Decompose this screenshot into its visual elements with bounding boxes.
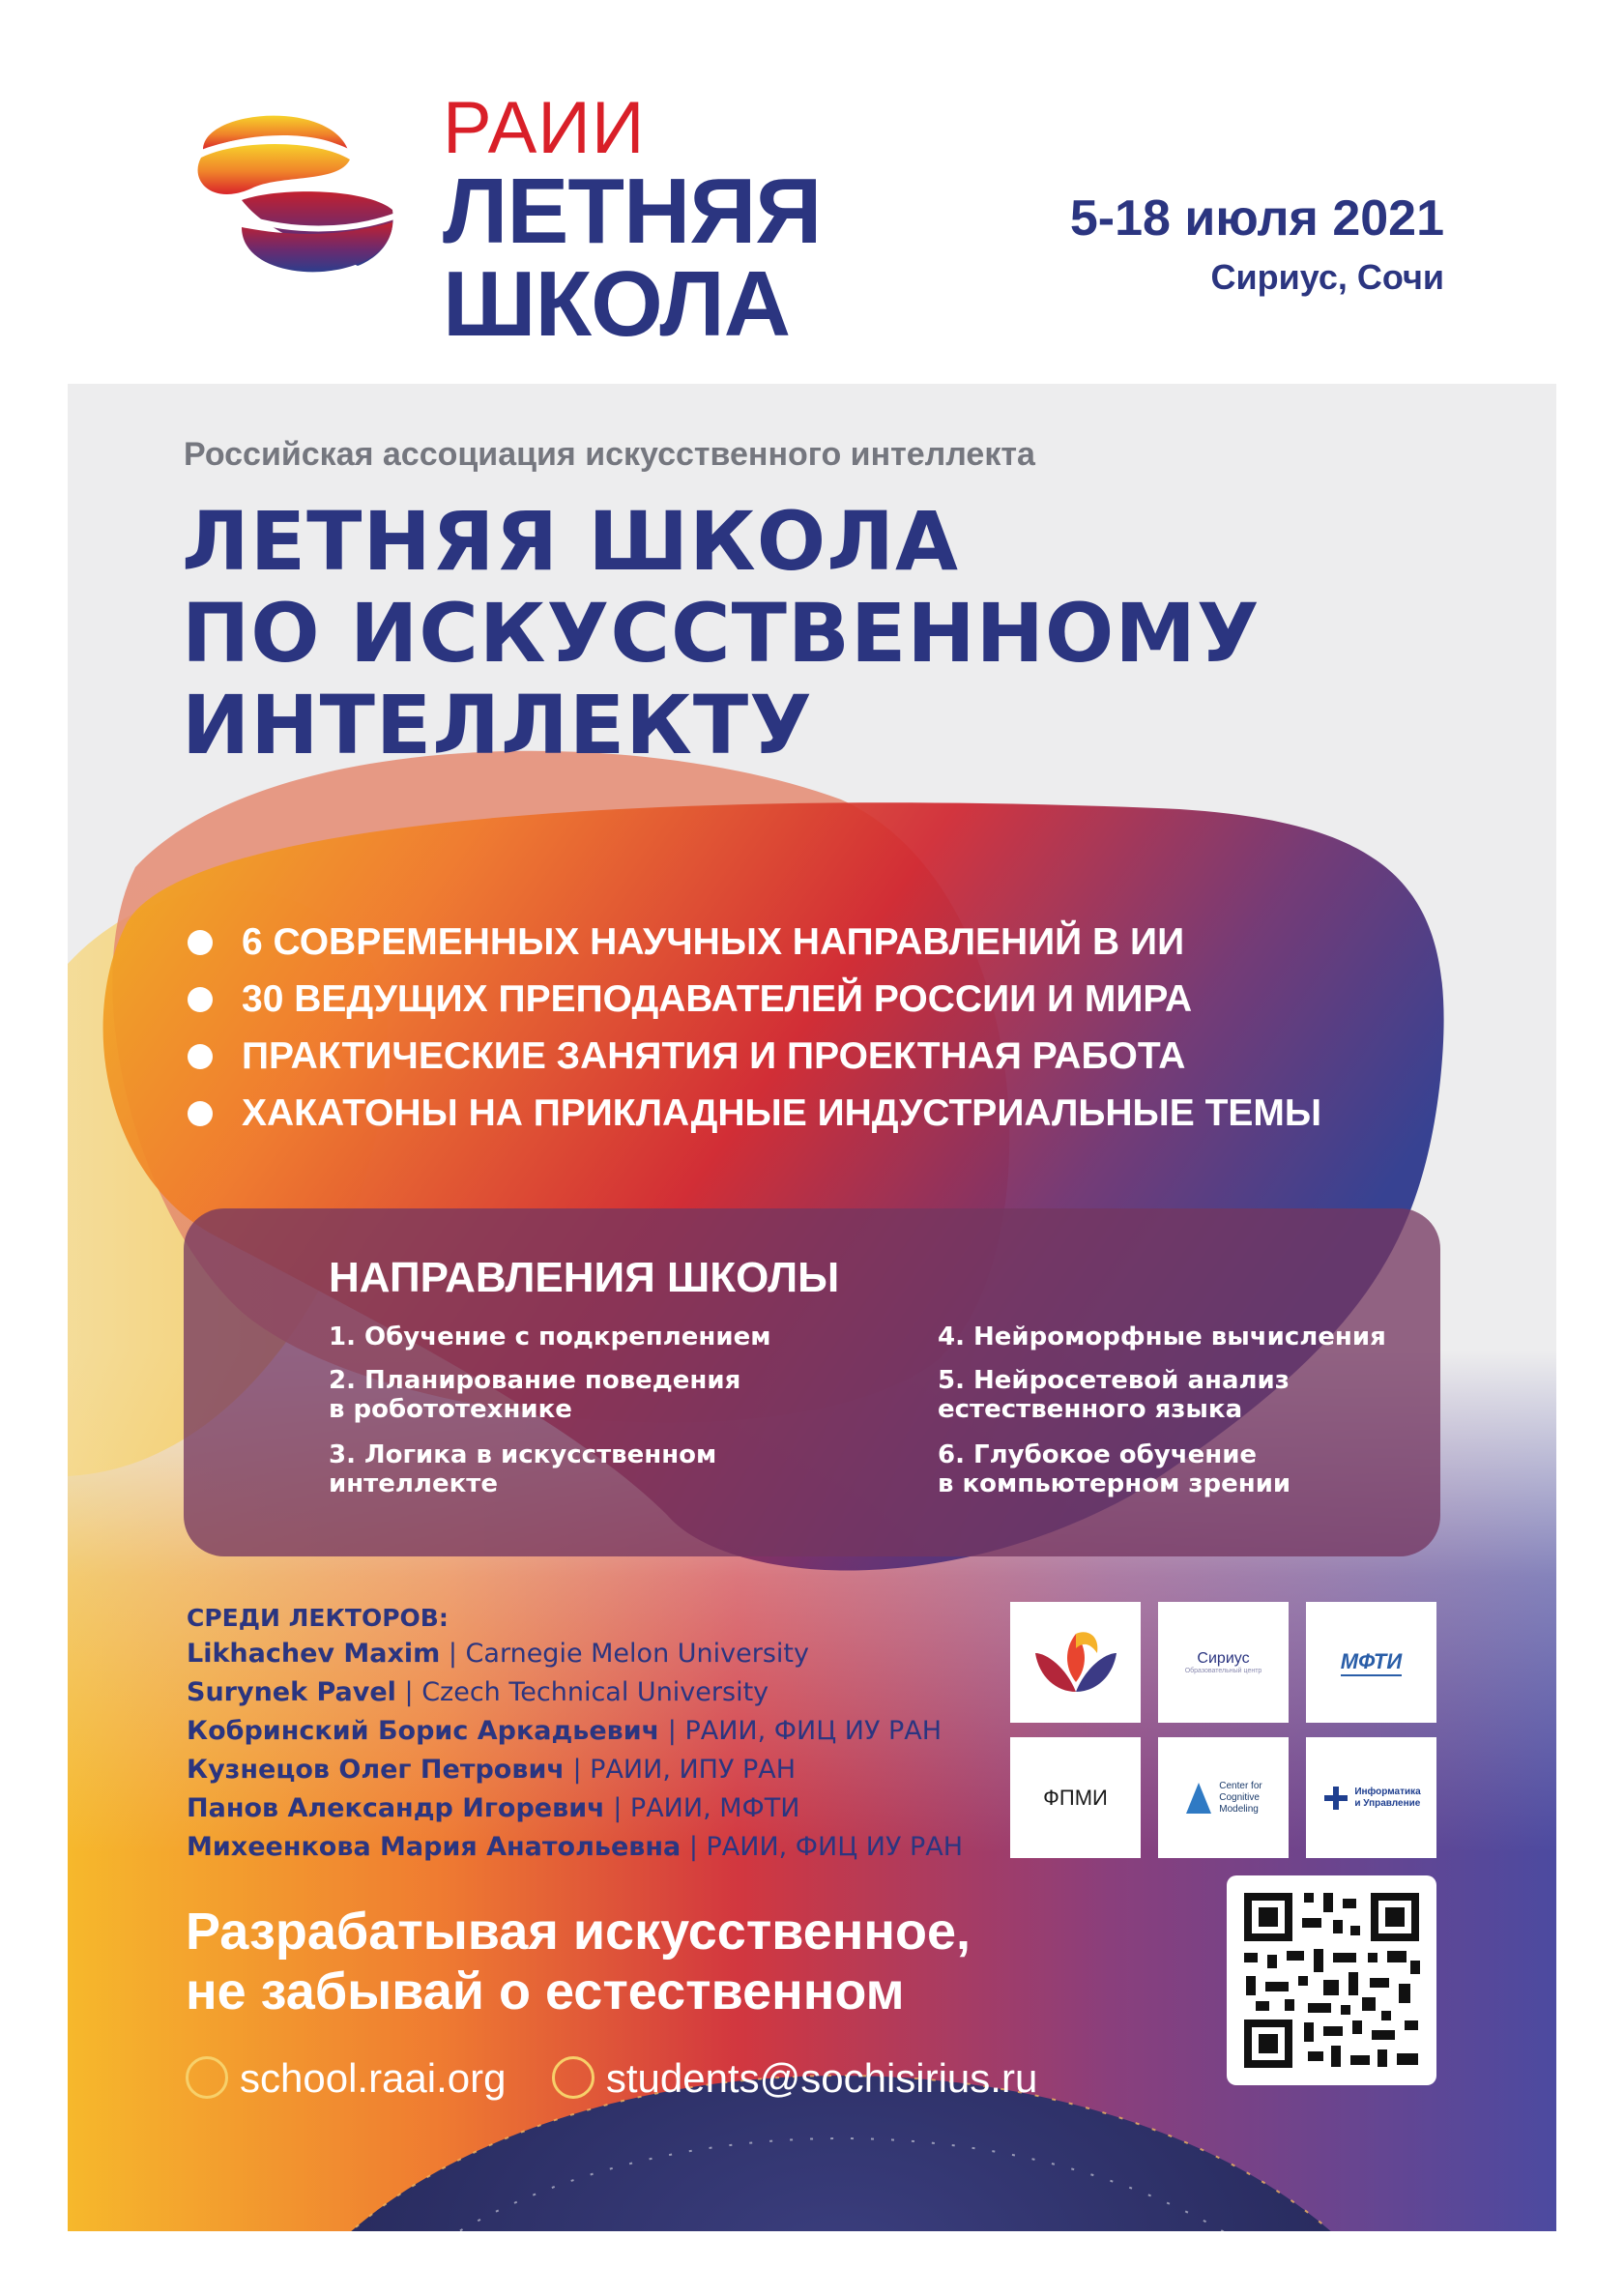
lecturer-name: Панов Александр Игоревич [187,1793,605,1823]
lecturers-heading: СРЕДИ ЛЕКТОРОВ: [187,1604,449,1632]
lecturer-affiliation: | Czech Technical University [395,1677,769,1707]
partner-logos [1010,1602,1436,1873]
direction-item-6 [938,1440,1290,1498]
event-date: 5-18 июля 2021 [1069,190,1444,247]
bullet-icon [188,1044,213,1069]
lecturer-affiliation: | РАИИ, ИПУ РАН [564,1755,797,1785]
ccm-icon [1184,1781,1213,1816]
mipt-name: МФТИ [1341,1649,1402,1676]
feature-item [184,971,1321,1028]
direction-line: 1. Обучение с подкреплением [329,1322,771,1351]
slogan-line-1: Разрабатывая искусственное, [186,1903,972,1961]
lecturer-affiliation: | РАИИ, ФИЦ ИУ РАН [681,1832,964,1862]
feature-item [184,1028,1321,1085]
event-date-block [1070,189,1444,298]
ccm-name [1219,1781,1262,1816]
direction-item-2 [329,1366,740,1424]
direction-line: 4. Нейроморфные вычисления [938,1322,1386,1351]
raai-logo-text [443,87,822,356]
partner-fpmi-logo [1010,1737,1141,1858]
iu-line: и Управление [1354,1797,1421,1809]
direction-line: 3. Логика в искусственном [329,1440,717,1469]
ccm-line: Cognitive [1219,1791,1260,1803]
direction-line: естественного языка [938,1395,1243,1424]
direction-line: интеллекте [329,1469,498,1498]
direction-line: 5. Нейросетевой анализ [938,1366,1290,1395]
partner-iu-logo [1306,1737,1436,1858]
iu-name [1354,1787,1420,1810]
lecturer-affiliation: | Carnegie Melon University [440,1639,809,1669]
lecturer-affiliation: | РАИИ, МФТИ [604,1793,800,1823]
iu-icon [1321,1784,1350,1813]
direction-line: в компьютерном зрении [938,1469,1291,1498]
globe-icon [186,2056,228,2099]
lecturer-row [187,1751,963,1789]
website-link[interactable]: school.raai.org [240,2055,507,2101]
lecturer-row [187,1789,963,1828]
event-place: Сириус, Сочи [1210,257,1444,297]
bullet-icon [188,987,213,1012]
direction-line: 6. Глубокое обучение [938,1440,1258,1469]
logo-raai: РАИИ [443,87,646,169]
lecturer-row [187,1828,963,1867]
qr-code-icon [1227,1875,1436,2085]
contacts [186,2051,1037,2106]
qr-code[interactable] [1227,1875,1436,2085]
direction-item-1 [329,1322,770,1351]
bullet-icon [188,1101,213,1126]
ccm-line: Center for [1219,1780,1262,1791]
ccm-line: Modeling [1219,1803,1259,1815]
title-line-1: ЛЕТНЯЯ ШКОЛА [182,494,959,589]
feature-text: 6 СОВРЕМЕННЫХ НАУЧНЫХ НАПРАВЛЕНИЙ В ИИ [242,921,1185,963]
iu-line: Информатика [1354,1786,1421,1797]
lotus-icon [1028,1624,1124,1701]
lecturer-name: Surynek Pavel [187,1677,396,1707]
direction-line: в робототехнике [329,1395,572,1424]
lecturer-row [187,1712,963,1751]
lecturer-row [187,1635,963,1673]
lecturers-section [187,1604,963,1867]
direction-item-4 [938,1322,1386,1351]
title-line-2: ПО ИСКУССТВЕННОМУ [182,586,1261,681]
main-panel [68,384,1556,2231]
slogan-line-2: не забывай о естественном [186,1962,905,2020]
direction-line: 2. Планирование поведения [329,1366,741,1395]
sirius-sub: Образовательный центр [1184,1668,1262,1674]
bullet-icon [188,930,213,955]
feature-list [184,914,1321,1142]
lecturer-name: Кузнецов Олег Петрович [187,1755,565,1785]
main-title [182,496,1261,771]
sirius-name: Сириус [1197,1650,1250,1667]
slogan [186,1902,971,2021]
association-name: Российская ассоциация искусственного интеллекта [184,436,1035,473]
directions-title: НАПРАВЛЕНИЯ ШКОЛЫ [329,1254,840,1301]
partner-sirius-logo [1158,1602,1289,1723]
direction-item-5 [938,1366,1290,1424]
direction-item-3 [329,1440,716,1498]
lecturer-affiliation: | РАИИ, ФИЦ ИУ РАН [659,1716,942,1746]
partner-raai-logo [1010,1602,1141,1723]
directions-box [184,1208,1440,1556]
lecturer-name: Кобринский Борис Аркадьевич [187,1716,660,1746]
feature-text: ПРАКТИЧЕСКИЕ ЗАНЯТИЯ И ПРОЕКТНАЯ РАБОТА [242,1035,1186,1077]
feature-item [184,914,1321,971]
partner-ccm-logo [1158,1737,1289,1858]
feature-item [184,1085,1321,1142]
lecturer-row [187,1673,963,1712]
partner-mipt-logo [1306,1602,1436,1723]
lecturer-name: Likhachev Maxim [187,1639,441,1669]
lecturer-name: Михеенкова Мария Анатольевна [187,1832,682,1862]
feature-text: 30 ВЕДУЩИХ ПРЕПОДАВАТЕЛЕЙ РОССИИ И МИРА [242,978,1193,1020]
fpmi-name: ФПМИ [1043,1785,1108,1810]
mail-icon [552,2056,594,2099]
logo-shkola: ШКОЛА [443,252,791,356]
raai-logo-mark [174,92,406,290]
logo-letnyaya: ЛЕТНЯЯ [443,160,822,263]
title-line-3: ИНТЕЛЛЕКТУ [182,678,813,772]
email-link[interactable]: students@sochisirius.ru [605,2055,1038,2101]
feature-text: ХАКАТОНЫ НА ПРИКЛАДНЫЕ ИНДУСТРИАЛЬНЫЕ ТЕМЫ [242,1092,1322,1134]
